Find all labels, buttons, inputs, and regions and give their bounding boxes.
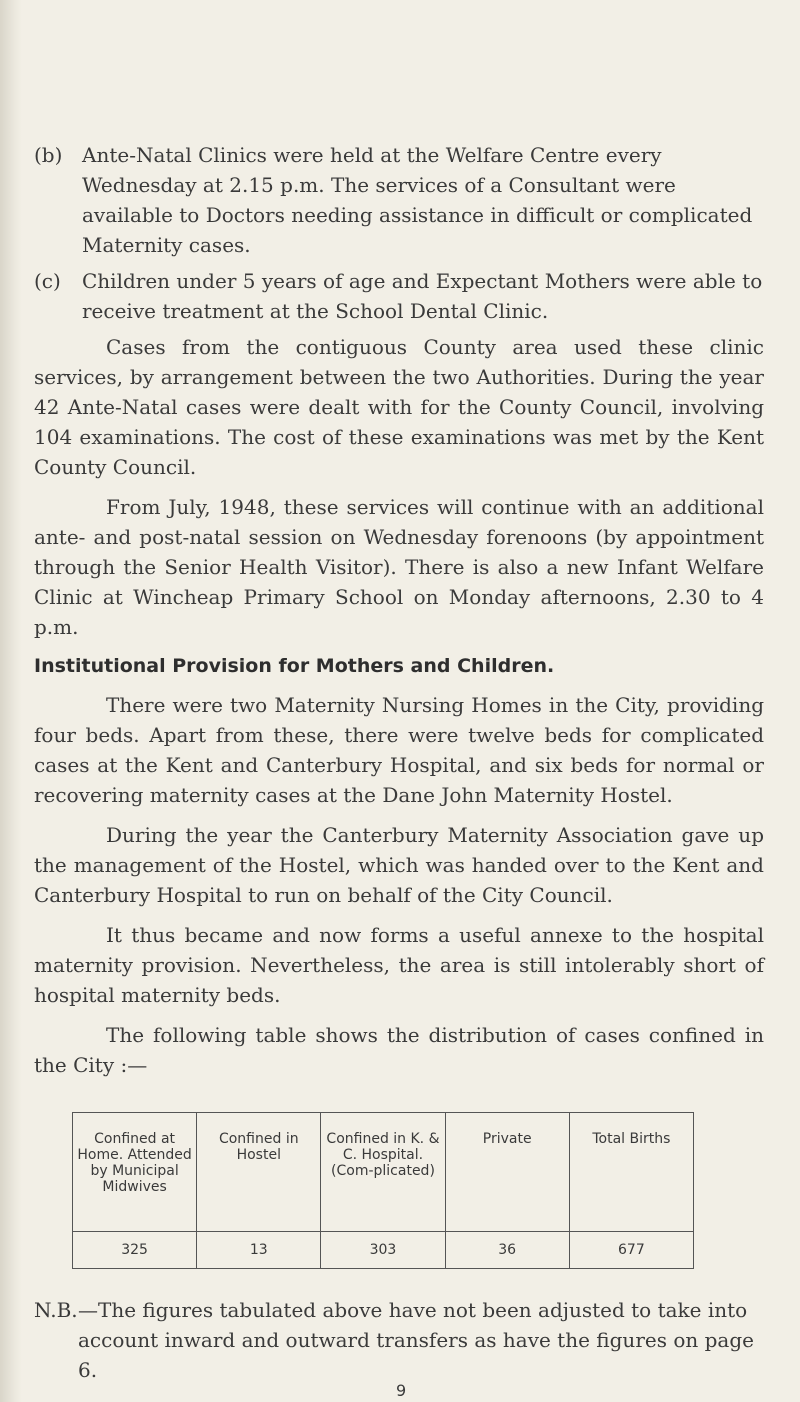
body-text xyxy=(34,140,764,1385)
table-header-row xyxy=(73,1113,694,1232)
table-header-cell: Confined at Home. Attended by Municipal Midwives xyxy=(73,1113,197,1232)
footnote-label: N.B. xyxy=(34,1298,78,1322)
table-cell: 677 xyxy=(569,1232,693,1269)
cases-table-wrapper xyxy=(72,1112,694,1269)
item-marker: (c) xyxy=(34,269,61,293)
table-cell: 303 xyxy=(321,1232,445,1269)
table-header-cell: Total Births xyxy=(569,1113,693,1232)
binding-gutter xyxy=(0,0,22,1402)
table-row xyxy=(73,1232,694,1269)
paragraph: There were two Maternity Nursing Homes in the City, providing four beds. Apart from these, there were twelve beds for complicated cases at the Kent and Canterbury Hospital, and six beds for normal or recovering maternity cases at the Dane John Maternity Hostel. xyxy=(34,693,764,807)
footnote-text: —The figures tabulated above have not been adjusted to take into account inward and outward transfers as have the figures on page 6. xyxy=(78,1298,754,1382)
item-marker: (b) xyxy=(34,143,63,167)
footnote xyxy=(34,1295,764,1385)
page-number: 9 xyxy=(396,1381,407,1400)
table-header-cell: Private xyxy=(445,1113,569,1232)
table-cell: 325 xyxy=(73,1232,197,1269)
table-cell: 36 xyxy=(445,1232,569,1269)
table-header-cell: Confined in K. & C. Hospital. (Com-plicated) xyxy=(321,1113,445,1232)
list-item-c xyxy=(34,266,764,326)
paragraph: From July, 1948, these services will continue with an additional ante- and post-natal session on Wednesday forenoons (by appointment through the Senior Health Visitor). There is also a new Infant Welfare Clinic at Wincheap Primary School on Monday afternoons, 2.30 to 4 p.m. xyxy=(34,495,764,639)
paragraph: Cases from the contiguous County area used these clinic services, by arrangement between the two Authorities. During the year 42 Ante-Natal cases were dealt with for the County Council, involving 104 examinations. The cost of these examinations was met by the Kent County Council. xyxy=(34,335,764,479)
paragraph: During the year the Canterbury Maternity Association gave up the management of the Hostel, which was handed over to the Kent and Canterbury Hospital to run on behalf of the City Council. xyxy=(34,823,764,907)
paragraph: It thus became and now forms a useful annexe to the hospital maternity provision. Nevertheless, the area is still intolerably short of hospital maternity beds. xyxy=(34,923,764,1007)
section-heading: Institutional Provision for Mothers and Children. xyxy=(34,655,555,677)
item-text: Ante-Natal Clinics were held at the Welfare Centre every Wednesday at 2.15 p.m. The services of a Consultant were available to Doctors needing assistance in difficult or complicated Maternity cases. xyxy=(82,143,753,257)
table-header-cell: Confined in Hostel xyxy=(197,1113,321,1232)
list-item-b xyxy=(34,140,764,260)
cases-table xyxy=(72,1112,694,1269)
item-text: Children under 5 years of age and Expectant Mothers were able to receive treatment at the School Dental Clinic. xyxy=(82,269,763,323)
paragraph: The following table shows the distribution of cases confined in the City :— xyxy=(34,1023,764,1077)
table-cell: 13 xyxy=(197,1232,321,1269)
